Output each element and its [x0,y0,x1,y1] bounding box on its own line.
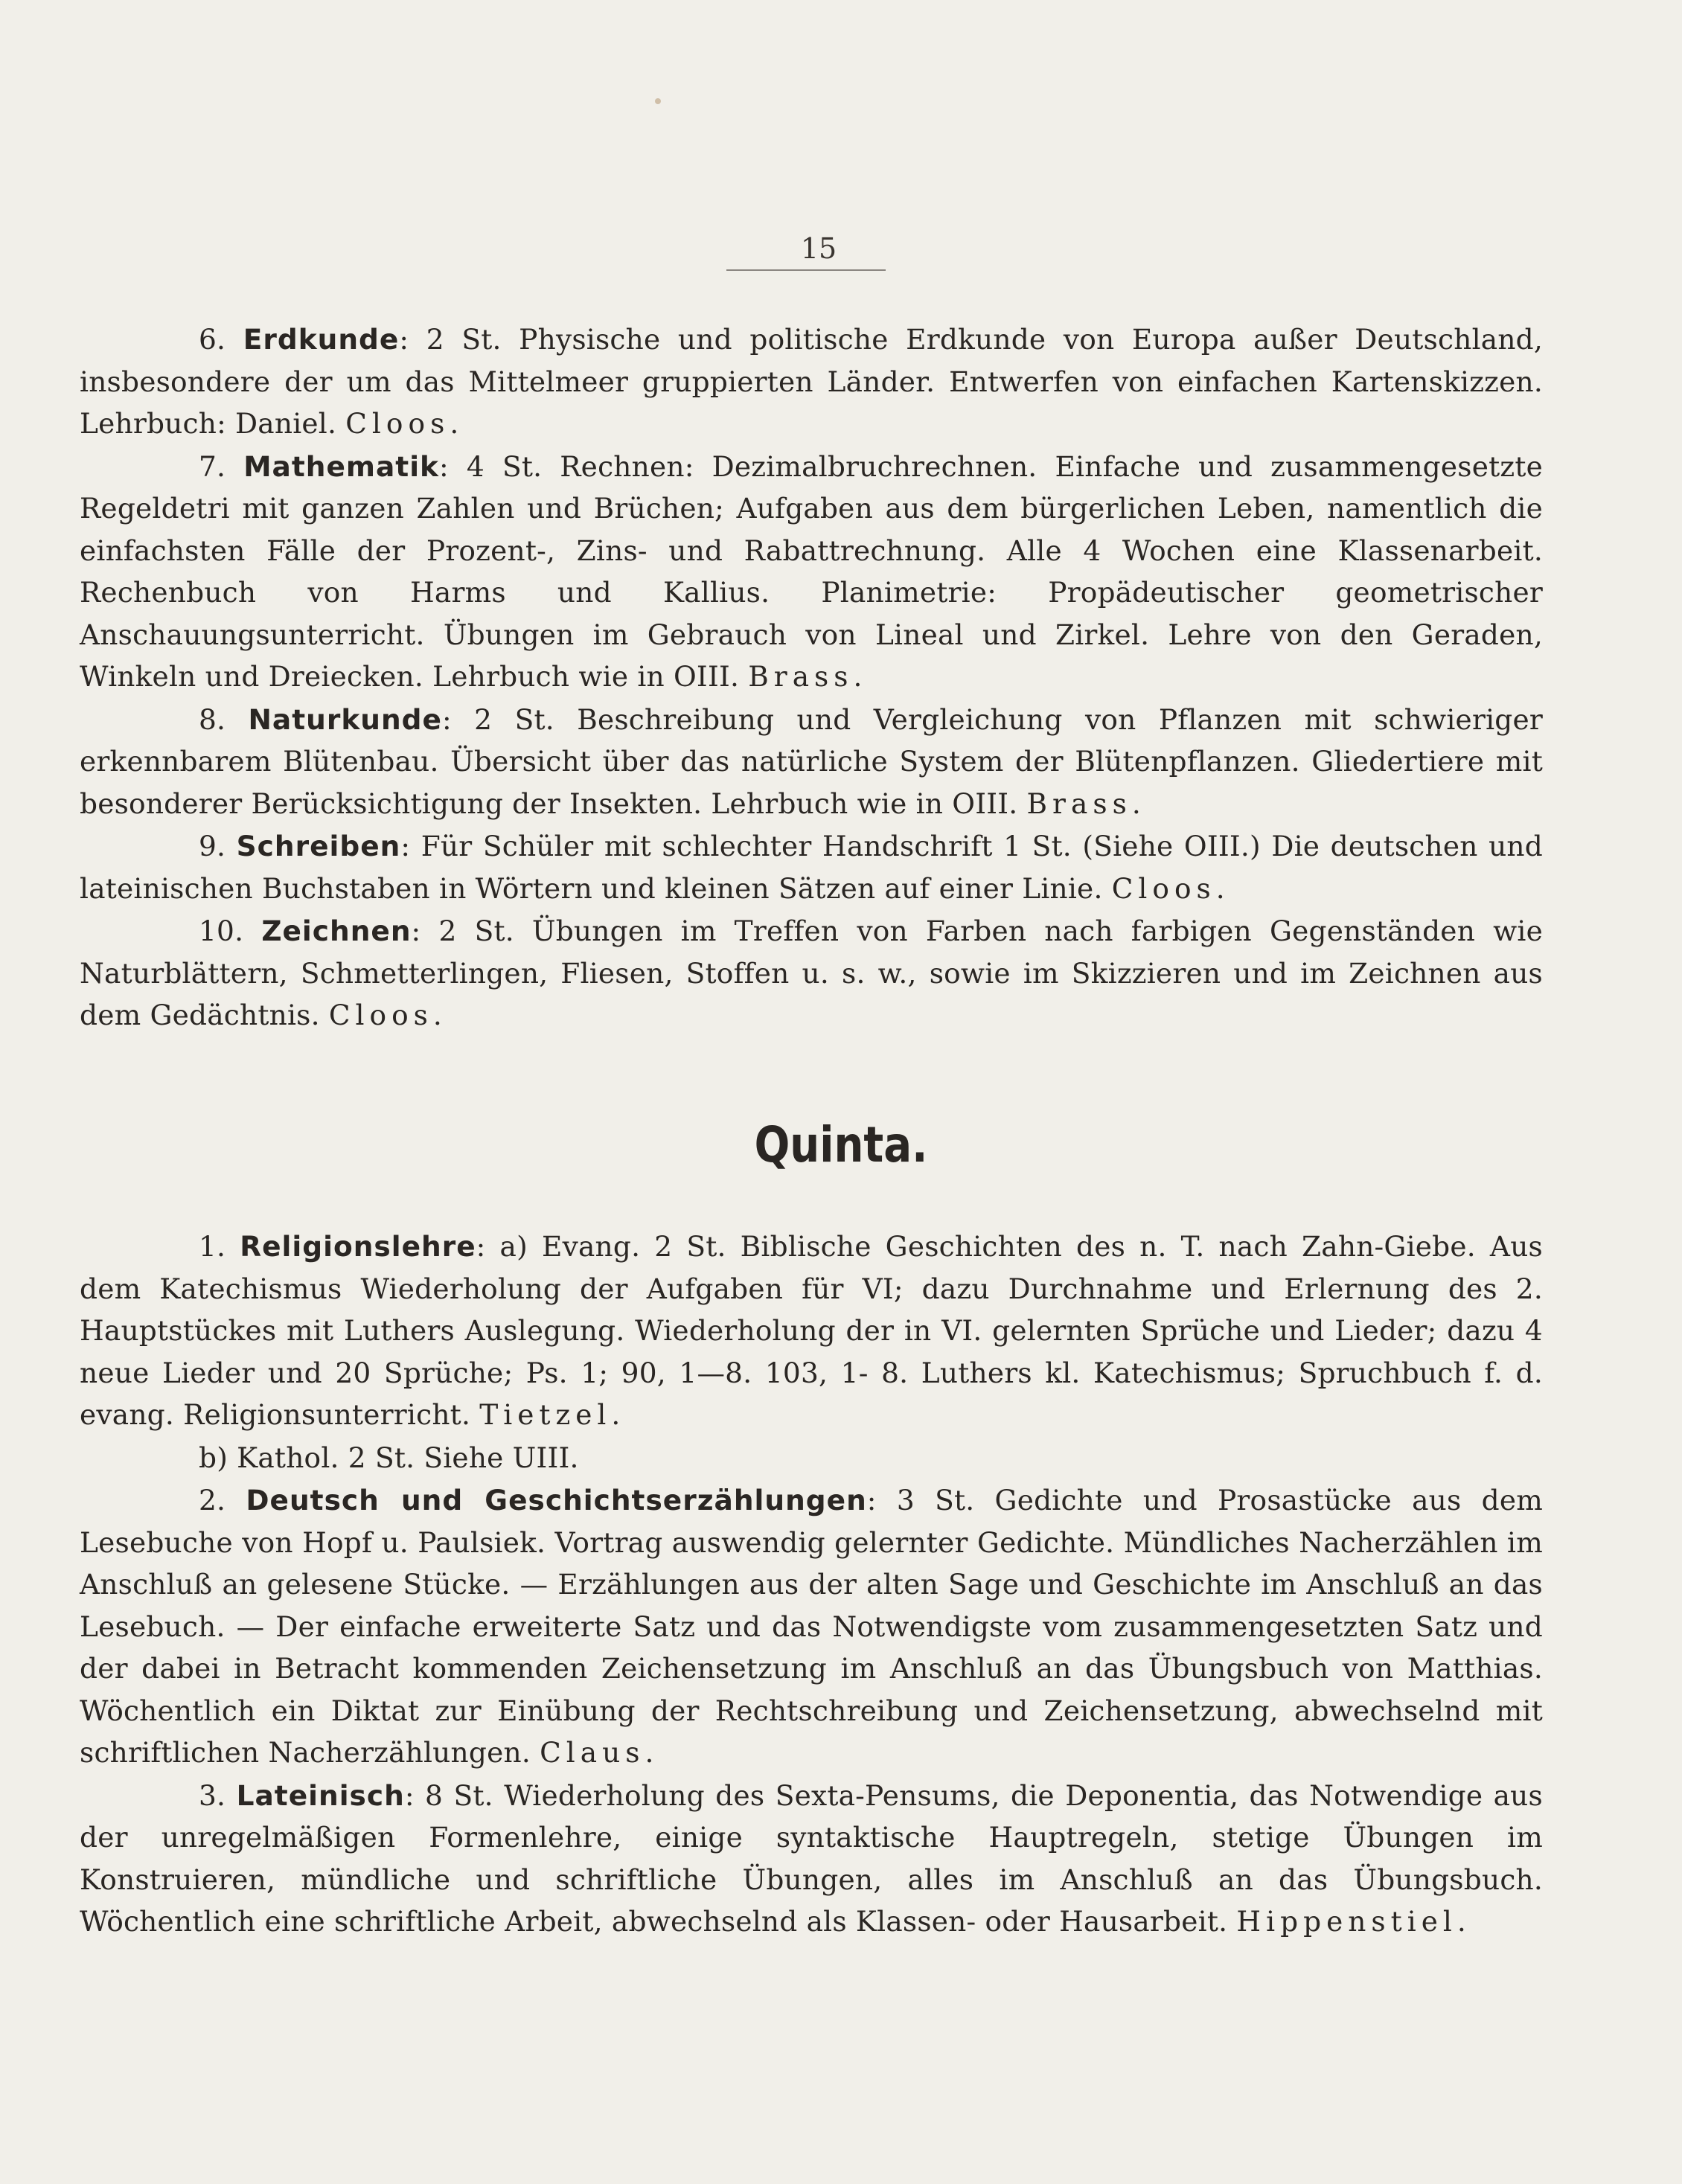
subject-separator: : [866,1484,877,1517]
subject-heading: Zeichnen [261,915,412,947]
subject-paragraph [80,699,1543,825]
subject-number: 10. [199,915,244,947]
subject-heading: Deutsch und Geschichtserzählungen [246,1484,867,1517]
teacher-name: Cloos. [1111,871,1230,905]
subject-heading: Lateinisch [236,1778,405,1812]
subject-number: 1. [199,1230,226,1263]
subject-separator: : [404,1778,415,1812]
teacher-name: Brass. [748,660,868,693]
subject-separator: : [476,1230,486,1263]
teacher-name: Hippenstiel. [1236,1905,1471,1938]
subject-text: 8 St. Wiederholung des Sexta-Pensums, die Deponentia, das Notwendige aus der unregelmäßigen Formenlehre, einige syntaktische Hauptregeln, stetige Übungen im Konstruieren, mündliche und schriftliche Übungen, alles im Anschluß an das Übungsbuch. Wöchentlich eine schriftliche Arbeit, abwechselnd als Klassen- oder Hausarbeit. [80,1778,1543,1938]
subject-heading: Naturkunde [248,702,442,736]
subject-paragraph [80,1226,1543,1436]
teacher-name: Cloos. [328,999,447,1031]
subject-paragraph [80,446,1543,698]
subject-paragraph [80,910,1543,1037]
subject-paragraph [80,318,1543,445]
subject-number: 2. [199,1484,226,1517]
subject-heading: Schreiben [236,830,401,862]
subject-paragraph [80,825,1543,909]
page-number-rule [726,269,886,271]
subject-text: 3 St. Gedichte und Prosastücke aus dem Lesebuche von Hopf u. Paulsiek. Vortrag auswendig gelernter Gedichte. Mündliches Nacherzählen im Anschluß an gelesene Stücke. — Erzählungen aus der alten Sage und Geschichte im Anschluß an das Lesebuch. — Der einfache erweiterte Satz und das Notwendigste vom zusammengesetzten Satz und der dabei in Betracht kommenden Zeichensetzung im Anschluß an das Übungsbuch von Matthias. Wöchentlich ein Diktat zur Einübung der Rechtschreibung und Zeichensetzung, abwechselnd mit schriftlichen Nacherzählungen. [80,1484,1543,1769]
subject-number: 3. [199,1778,226,1812]
curriculum-block-previous-class [80,318,1543,1037]
subject-separator: : [400,830,411,862]
page-number: 15 [800,232,837,265]
subject-paragraph [80,1479,1543,1774]
subject-number: 7. [199,449,226,483]
subject-separator: : [441,702,452,736]
ink-spot [655,98,661,104]
subject-number: 6. [199,323,226,356]
subject-text: 2 St. Physische und politische Erdkunde von Europa außer Deutschland, insbesondere der um das Mittelmeer gruppierten Länder. Entwerfen von einfachen Kartenskizzen. Lehrbuch: Daniel. [80,323,1544,440]
teacher-name: Tietzel. [479,1398,626,1431]
subject-separator: : [439,449,449,483]
teacher-name: Brass. [1026,787,1146,820]
subject-number: 9. [199,830,226,862]
curriculum-block-quinta [80,1226,1543,1944]
subject-text: 4 St. Rechnen: Dezimalbruchrechnen. Einfache und zusammengesetzte Regeldetri mit ganzen Zahlen und Brüchen; Aufgaben aus dem bürgerlichen Leben, namentlich die einfachsten Fälle der Prozent-, Zins- und Rabattrechnung. Alle 4 Wochen eine Klassenarbeit. Rechenbuch von Harms und Kallius. Planimetrie: Propädeutischer geometrischer Anschauungsunterricht. Übungen im Gebrauch von Lineal und Zirkel. Lehre von den Geraden, Winkeln und Dreiecken. Lehrbuch wie in OIII. [80,449,1543,693]
subject-text: b) Kathol. 2 St. Siehe UIII. [199,1441,579,1474]
subject-number: 8. [199,702,226,736]
teacher-name: Cloos. [345,407,464,440]
subject-heading: Mathematik [243,449,439,483]
subject-paragraph [80,1437,1543,1479]
subject-text: a) Evang. 2 St. Biblische Geschichten des n. T. nach Zahn-Giebe. Aus dem Katechismus Wiederholung der Aufgaben für VI; dazu Durchnahme und Erlernung des 2. Hauptstückes mit Luthers Auslegung. Wiederholung der in VI. gelernten Sprüche und Lieder; dazu 4 neue Lieder und 20 Sprüche; Ps. 1; 90, 1—8. 103, 1- 8. Luthers kl. Katechismus; Spruchbuch f. d. evang. Religionsunterricht. [80,1230,1544,1431]
subject-heading: Erdkunde [243,323,400,356]
subject-heading: Religionslehre [240,1230,476,1263]
subject-separator: : [411,915,421,947]
teacher-name: Claus. [540,1736,659,1769]
section-title: Quinta. [754,1116,928,1173]
subject-text: Für Schüler mit schlechter Handschrift 1 St. (Siehe OIII.) Die deutschen und lateinischen Buchstaben in Wörtern und kleinen Sätzen auf einer Linie. [80,830,1543,905]
subject-text: 2 St. Übungen im Treffen von Farben nach farbigen Gegenständen wie Naturblättern, Schmetterlingen, Fliesen, Stoffen u. s. w., sowie im Skizzieren und im Zeichnen aus dem Gedächtnis. [80,915,1543,1031]
subject-separator: : [399,323,409,356]
subject-text: 2 St. Beschreibung und Vergleichung von Pflanzen mit schwieriger erkennbarem Blütenbau. Übersicht über das natürliche System der Blütenpflanzen. Gliedertiere mit besonderer Berücksichtigung der Insekten. Lehrbuch wie in OIII. [80,702,1543,820]
subject-paragraph [80,1775,1543,1943]
